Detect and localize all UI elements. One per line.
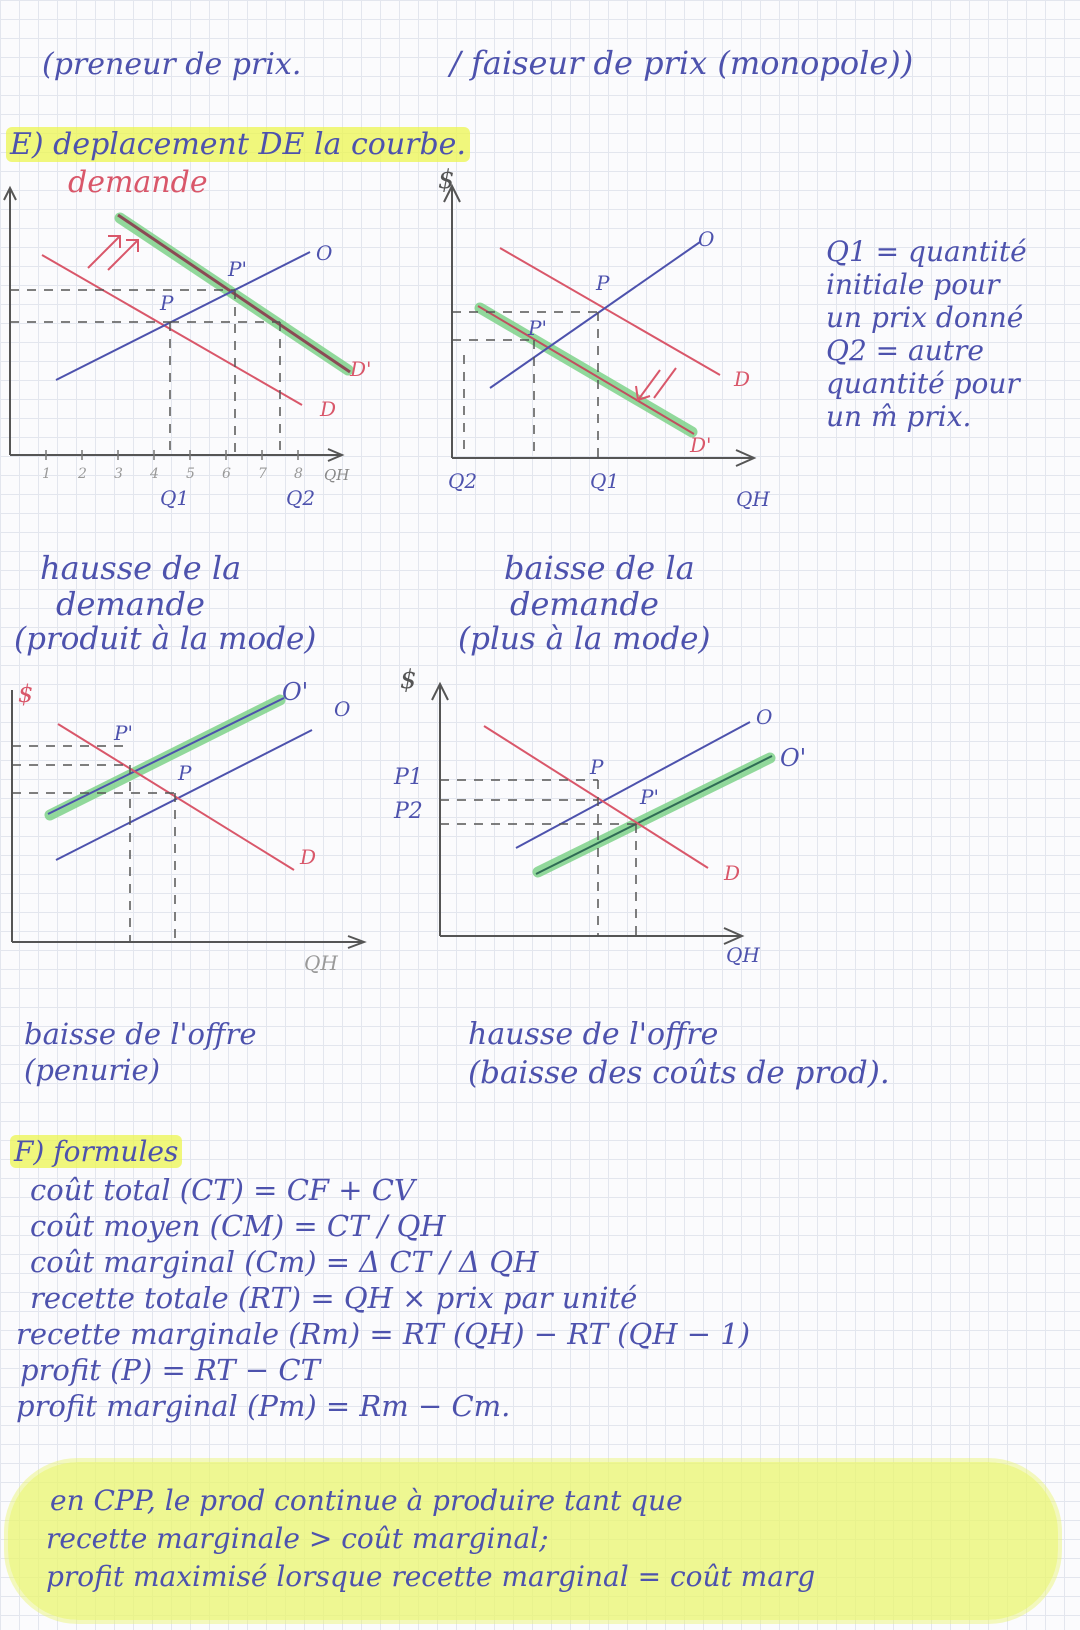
graph-supply-increase (394, 658, 840, 1008)
point-p-label: P (160, 291, 174, 315)
formula-item: recette totale (RT) = QH × prix par unité (30, 1281, 638, 1315)
caption-supply-decrease-1: baisse de l'offre (24, 1017, 257, 1051)
caption-demand-decrease-1: baisse de la (504, 549, 695, 587)
formula-item: profit (P) = RT − CT (20, 1353, 320, 1387)
section-f-title-text: F) formules (10, 1135, 182, 1168)
point-p-label: P (178, 761, 192, 785)
curve-d-prime (478, 306, 694, 434)
caption-demand-increase-1: hausse de la (40, 549, 242, 587)
x-axis-label: QH (304, 951, 338, 975)
tick-label: 2 (78, 466, 87, 482)
point-p-label: P (590, 755, 604, 779)
curve-d-prime-label: D' (350, 357, 372, 381)
y-axis-label: $ (438, 165, 455, 195)
x-axis-label: QH (736, 487, 770, 511)
y-axis-label: $ (18, 680, 34, 708)
tick-label: 4 (150, 466, 159, 482)
graph-demand-increase (0, 180, 372, 520)
q1-label: Q1 (160, 486, 190, 510)
section-e-title (6, 128, 470, 163)
caption-supply-increase-2: (baisse des coûts de prod). (468, 1055, 890, 1091)
side-note (826, 235, 1027, 433)
tick-label: 3 (114, 466, 123, 482)
q1-label: Q1 (590, 469, 620, 493)
tick-label: 8 (294, 466, 303, 482)
conclusion-line: recette marginale > coût marginal; (46, 1522, 549, 1555)
q2-label: Q2 (286, 486, 316, 510)
point-p-prime-label: P' (114, 721, 133, 745)
side-note-line: initiale pour (826, 268, 1000, 301)
curve-d-label: D (300, 845, 317, 869)
curve-o-label: O (316, 241, 333, 265)
section-e-subtitle: demande (68, 165, 208, 200)
formula-item: profit marginal (Pm) = Rm − Cm. (16, 1389, 511, 1423)
curve-o-label: O (756, 705, 773, 729)
point-p-prime-label: P' (640, 785, 659, 809)
curve-d-prime (118, 215, 350, 372)
caption-demand-increase-2: demande (56, 585, 205, 623)
curve-d-prime-label: D' (690, 433, 712, 457)
caption-supply-decrease-2: (penurie) (24, 1053, 161, 1087)
formula-item: coût total (CT) = CF + CV (30, 1173, 415, 1207)
curve-o-label: O (698, 227, 715, 251)
curve-o-prime-label: O' (780, 744, 807, 772)
curve-d (42, 255, 302, 405)
conclusion-line: en CPP, le prod continue à produire tant que (50, 1484, 683, 1517)
p1-label: P1 (394, 765, 423, 790)
tick-label: 6 (222, 466, 231, 482)
caption-demand-increase-3: (produit à la mode) (14, 621, 317, 657)
tick-label: 5 (186, 466, 195, 482)
x-axis-label: QH (726, 943, 760, 967)
side-note-line: un m̂ prix. (826, 400, 972, 433)
y-axis-label: $ (400, 665, 417, 695)
conclusion-highlight-box (8, 1462, 1058, 1620)
graph-supply-decrease (0, 680, 390, 1000)
tick-label: 1 (42, 466, 51, 482)
point-p-prime-label: P' (228, 257, 247, 281)
formula-item: recette marginale (Rm) = RT (QH) − RT (QH − 1) (16, 1317, 751, 1351)
caption-demand-decrease-3: (plus à la mode) (458, 621, 711, 657)
side-note-line: Q2 = autre (826, 334, 984, 367)
curve-o (490, 242, 700, 388)
curve-o-prime (48, 698, 284, 814)
side-note-line: Q1 = quantité (826, 235, 1027, 268)
point-p-label: P (596, 271, 610, 295)
curve-d-label: D (734, 367, 751, 391)
top-line-right: / faiseur de prix (monopole)) (450, 44, 914, 82)
curve-o-label: O (334, 697, 351, 721)
conclusion-line: profit maximisé lorsque recette marginal = coût marg (46, 1560, 816, 1593)
curve-d (500, 248, 720, 375)
formula-item: coût marginal (Cm) = Δ CT / Δ QH (30, 1245, 539, 1279)
formula-list (16, 1172, 751, 1424)
graph-demand-decrease (430, 165, 800, 520)
section-e-title-text: E) deplacement DE la courbe. (6, 127, 470, 162)
side-note-line: un prix donné (826, 301, 1024, 334)
curve-d-label: D (724, 861, 741, 885)
q2-label: Q2 (448, 469, 478, 493)
side-note-line: quantité pour (826, 367, 1020, 400)
formula-item: coût moyen (CM) = CT / QH (30, 1209, 446, 1243)
curve-d-label: D (320, 397, 337, 421)
curve-o-prime-label: O' (282, 678, 309, 706)
caption-supply-increase-1: hausse de l'offre (468, 1017, 719, 1052)
x-axis-label: QH (324, 466, 350, 484)
section-f-title (10, 1136, 182, 1168)
tick-label: 7 (258, 466, 267, 482)
point-p-prime-label: P' (528, 316, 547, 340)
caption-demand-decrease-2: demande (510, 585, 659, 623)
top-line-left: (preneur de prix. (42, 47, 302, 82)
p2-label: P2 (394, 799, 423, 824)
